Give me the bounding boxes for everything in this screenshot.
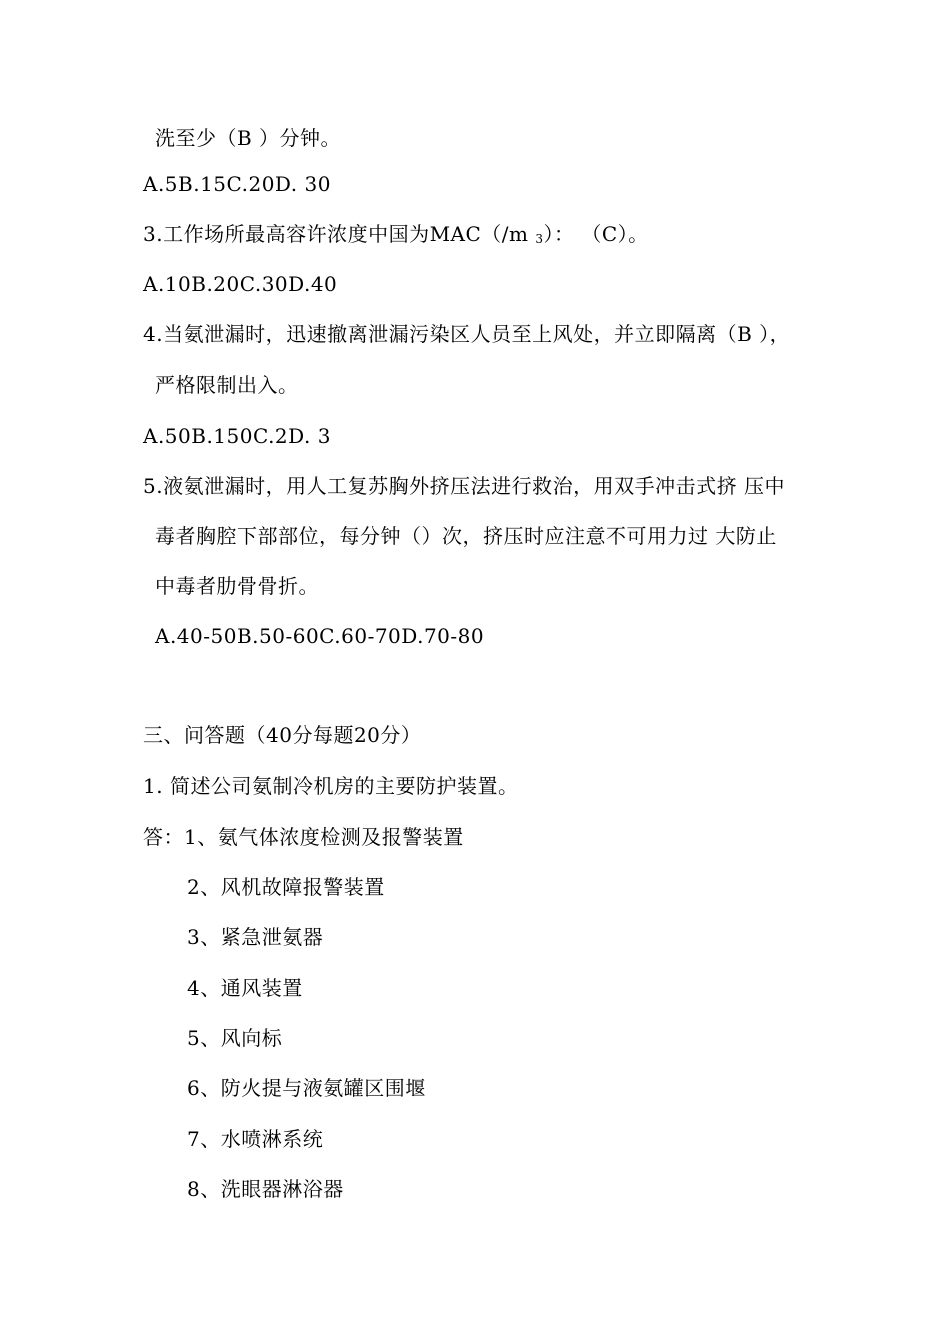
question-2-continuation: 洗至少（B ）分钟。 [155,126,342,150]
qa-1-answer-item: 7、水喷淋系统 [187,1127,324,1151]
question-4-options: A.50B.150C.2D. 3 [143,424,331,448]
section-3-title: 三、问答题（40分每题20分） [143,723,422,747]
qa-1-answer-item: 3、紧急泄氨器 [187,925,324,949]
question-5-options: A.40-50B.50-60C.60-70D.70-80 [155,624,485,648]
question-4-line-1: 4.当氨泄漏时，迅速撤离泄漏污染区人员至上风处，并立即隔离（B ）， [143,322,791,346]
question-4-line-2: 严格限制出入。 [155,373,299,397]
qa-1-answer-item: 6、防火提与液氨罐区围堰 [187,1076,426,1100]
qa-1-answer-item: 2、风机故障报警装置 [187,875,385,899]
qa-1-answer-label: 答：1、氨气体浓度检测及报警装置 [143,825,464,849]
qa-1-answer-item: 5、风向标 [187,1026,283,1050]
question-5-line-3: 中毒者肋骨骨折。 [155,574,319,598]
question-3-text: 3.工作场所最高容许浓度中国为MAC（/m [143,222,536,246]
qa-1-answer-item: 8、洗眼器淋浴器 [187,1177,344,1201]
qa-1-question: 1. 简述公司氨制冷机房的主要防护装置。 [143,774,519,798]
question-3 [143,222,649,251]
qa-1-answer-item: 4、通风装置 [187,976,303,1000]
question-5-line-1: 5.液氨泄漏时，用人工复苏胸外挤压法进行救治，用双手冲击式挤 压中 [143,474,785,498]
question-3-answer: ）： （C）。 [543,222,649,246]
question-2-options: A.5B.15C.20D. 30 [143,172,331,196]
question-3-subscript: 3 [535,232,544,246]
question-3-options: A.10B.20C.30D.40 [143,272,338,296]
question-5-line-2: 毒者胸腔下部部位，每分钟（）次，挤压时应注意不可用力过 大防止 [155,524,777,548]
